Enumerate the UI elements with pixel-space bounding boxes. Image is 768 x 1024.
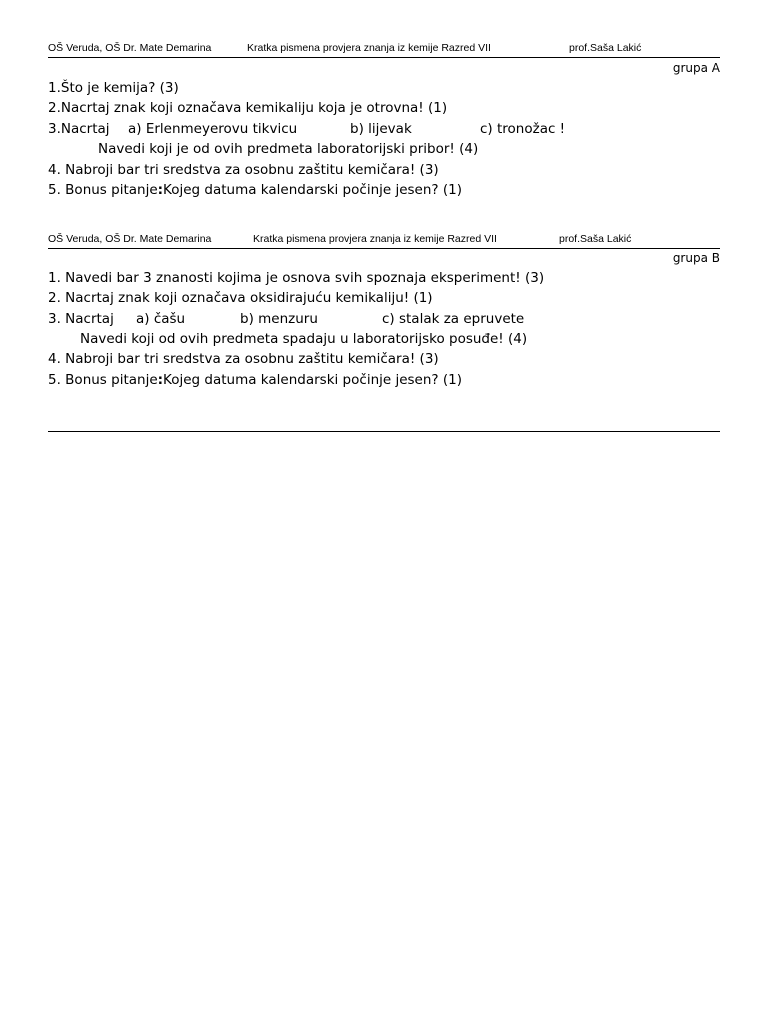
question-3-prefix: 3. Nacrtaj: [48, 311, 114, 327]
teacher-name: prof.Saša Lakić: [559, 233, 632, 245]
question-2: 2. Nacrtaj znak koji označava oksidirajuću kemikaliju! (1): [48, 290, 433, 306]
question-3-subtask: Navedi koji je od ovih predmeta laboratorijski pribor! (4): [98, 141, 479, 157]
question-3-option-b: b) lijevak: [350, 121, 412, 137]
question-5-prefix: 5. Bonus pitanje: [48, 372, 158, 388]
bottom-divider: [48, 431, 720, 432]
question-4: 4. Nabroji bar tri sredstva za osobnu zaštitu kemičara! (3): [48, 162, 439, 178]
question-5: 5. Bonus pitanje:Kojeg datuma kalendarski počinje jesen? (1): [48, 182, 462, 198]
school-name: OŠ Veruda, OŠ Dr. Mate Demarina: [48, 42, 212, 54]
question-4: 4. Nabroji bar tri sredstva za osobnu zaštitu kemičara! (3): [48, 351, 439, 367]
question-5-prefix: 5. Bonus pitanje: [48, 182, 158, 198]
question-3-prefix: 3.Nacrtaj: [48, 121, 110, 137]
header-divider: [48, 57, 720, 58]
test-title: Kratka pismena provjera znanja iz kemije Razred VII: [247, 42, 491, 54]
question-3-subtask: Navedi koji od ovih predmeta spadaju u laboratorijsko posuđe! (4): [80, 331, 528, 347]
question-3: [48, 119, 648, 139]
question-2: 2.Nacrtaj znak koji označava kemikaliju koja je otrovna! (1): [48, 100, 448, 116]
question-3-option-a: a) Erlenmeyerovu tikvicu: [128, 121, 298, 137]
question-5-text: Kojeg datuma kalendarski počinje jesen? (1): [163, 372, 462, 388]
question-3-option-a: a) čašu: [136, 311, 186, 327]
question-5-text: Kojeg datuma kalendarski počinje jesen? (1): [163, 182, 462, 198]
question-3-option-c: c) tronožac !: [480, 121, 566, 137]
group-label: grupa A: [672, 61, 720, 75]
group-label: grupa B: [672, 251, 720, 265]
question-1: 1. Navedi bar 3 znanosti kojima je osnova svih spoznaja eksperiment! (3): [48, 270, 545, 286]
header-divider: [48, 248, 720, 249]
test-title: Kratka pismena provjera znanja iz kemije Razred VII: [253, 233, 497, 245]
teacher-name: prof.Saša Lakić: [569, 42, 642, 54]
question-3-option-c: c) stalak za epruvete: [382, 311, 525, 327]
school-name: OŠ Veruda, OŠ Dr. Mate Demarina: [48, 233, 212, 245]
question-5: 5. Bonus pitanje:Kojeg datuma kalendarski počinje jesen? (1): [48, 372, 462, 388]
question-3: [48, 309, 648, 329]
question-1: 1.Što je kemija? (3): [48, 80, 179, 96]
question-3-option-b: b) menzuru: [240, 311, 318, 327]
